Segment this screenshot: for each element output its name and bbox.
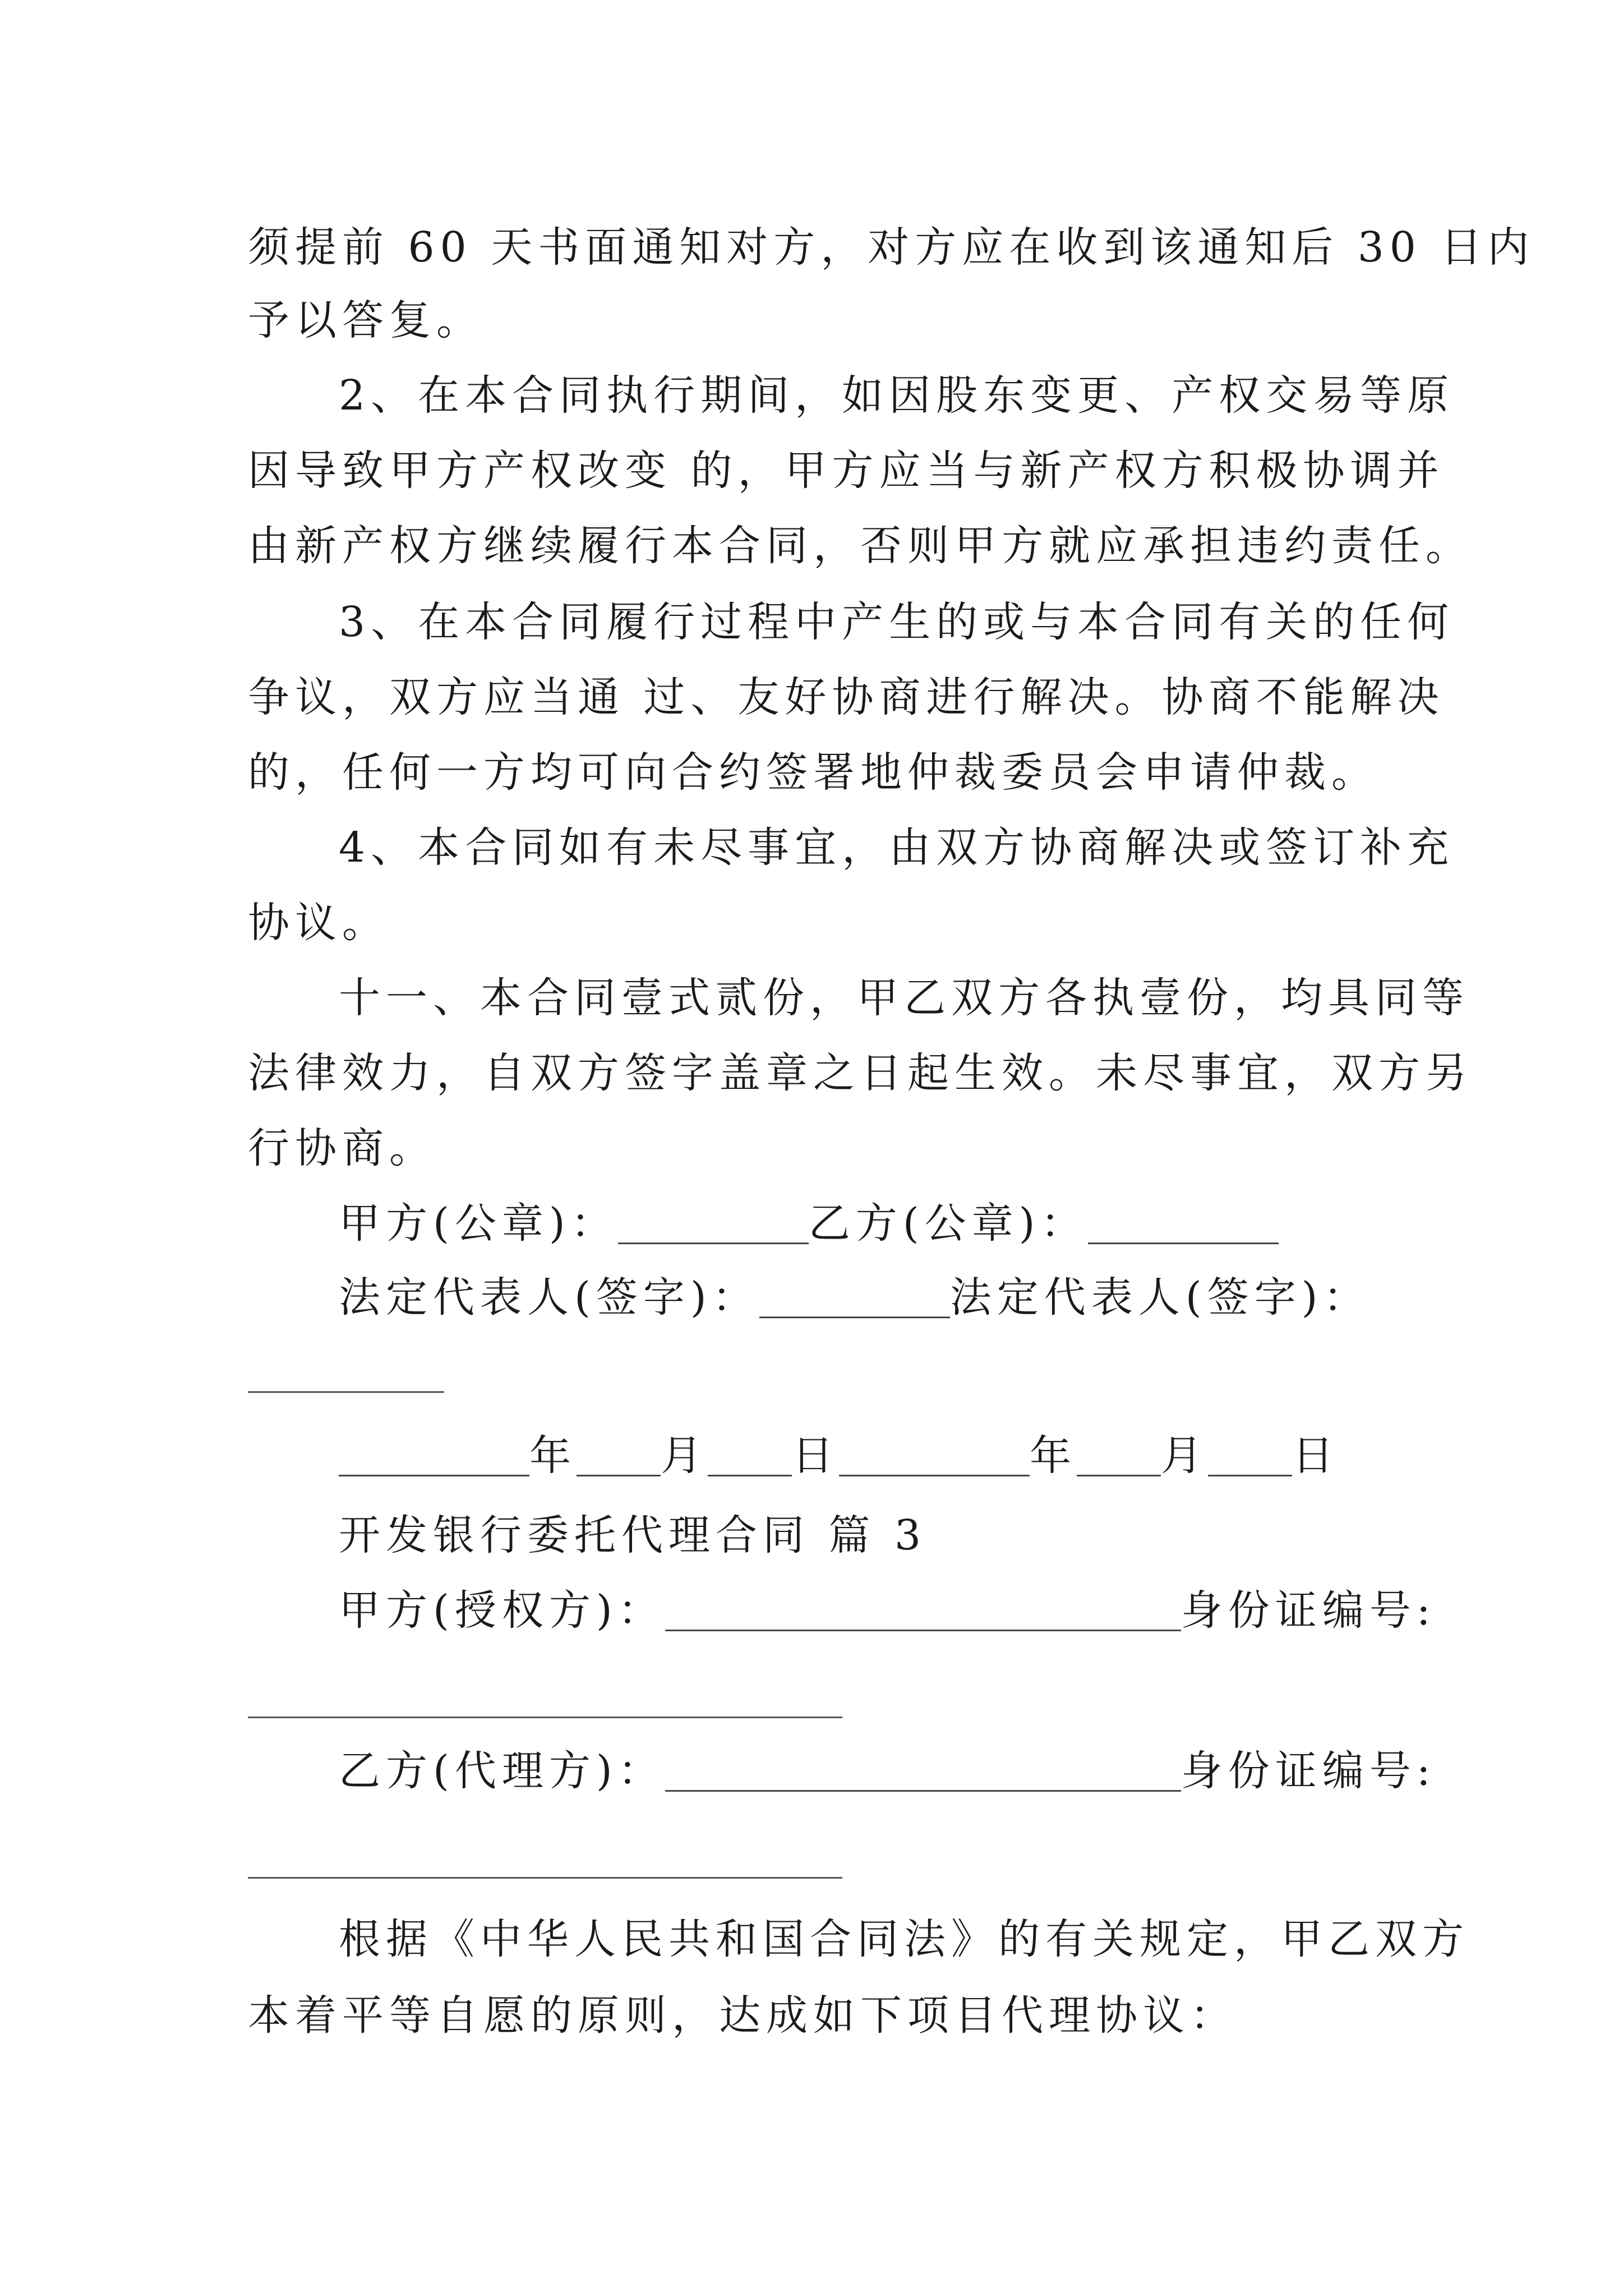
- text-line: 因导致甲方产权改变 的，甲方应当与新产权方积极协调并: [248, 447, 1445, 495]
- party-a-label: 甲方(授权方)：: [339, 1586, 665, 1635]
- id-b-field[interactable]: [248, 1877, 842, 1879]
- month-a-field[interactable]: [577, 1438, 661, 1476]
- text-line: 的，任何一方均可向合约签署地仲裁委员会申请仲裁。: [248, 748, 1378, 797]
- date-row: [339, 1432, 1339, 1480]
- party-b-seal-field[interactable]: [1088, 1205, 1279, 1244]
- party-a-field[interactable]: [665, 1593, 1181, 1631]
- day-label: 日: [792, 1432, 839, 1480]
- day-b-field[interactable]: [1208, 1438, 1292, 1476]
- day-a-field[interactable]: [708, 1438, 792, 1476]
- section-title: 开发银行委托代理合同 篇 3: [339, 1511, 927, 1559]
- rep-a-label: 法定代表人(签字)：: [339, 1273, 759, 1322]
- month-b-field[interactable]: [1077, 1438, 1161, 1476]
- day-label: 日: [1292, 1432, 1339, 1480]
- year-b-field[interactable]: [839, 1438, 1030, 1476]
- text-line: 行协商。: [248, 1124, 436, 1172]
- year-label: 年: [529, 1432, 577, 1480]
- text-line: 协议。: [248, 899, 389, 947]
- year-label: 年: [1030, 1432, 1077, 1480]
- id-a-field[interactable]: [248, 1717, 842, 1718]
- party-b-row: [339, 1747, 1436, 1795]
- text-line: 2、在本合同执行期间，如因股东变更、产权交易等原: [339, 371, 1455, 420]
- rep-a-field[interactable]: [759, 1280, 950, 1318]
- text-line: 根据《中华人民共和国合同法》的有关规定，甲乙双方: [339, 1915, 1469, 1963]
- party-b-seal-label: 乙方(公章)：: [808, 1199, 1088, 1248]
- text-line: 十一、本合同壹式贰份，甲乙双方各执壹份，均具同等: [339, 974, 1469, 1022]
- text-line: 3、在本合同履行过程中产生的或与本合同有关的任何: [339, 598, 1455, 646]
- rep-b-field[interactable]: [248, 1391, 444, 1393]
- party-b-label: 乙方(代理方)：: [339, 1747, 665, 1795]
- text-line: 予以答复。: [248, 296, 483, 344]
- year-a-field[interactable]: [339, 1438, 529, 1476]
- party-a-seal-label: 甲方(公章)：: [339, 1199, 618, 1248]
- seal-row: [339, 1199, 1279, 1248]
- text-line: 本着平等自愿的原则，达成如下项目代理协议：: [248, 1991, 1237, 2040]
- month-label: 月: [1161, 1432, 1208, 1480]
- party-a-row: [339, 1586, 1436, 1635]
- month-label: 月: [661, 1432, 708, 1480]
- id-a-label: 身份证编号:: [1181, 1586, 1436, 1635]
- text-line: 由新产权方继续履行本合同，否则甲方就应承担违约责任。: [248, 522, 1473, 570]
- rep-b-label: 法定代表人(签字)：: [949, 1273, 1371, 1322]
- text-line: 法律效力，自双方签字盖章之日起生效。未尽事宜，双方另: [248, 1049, 1473, 1097]
- party-a-seal-field[interactable]: [618, 1205, 809, 1244]
- representative-row: [339, 1273, 1371, 1322]
- party-b-field[interactable]: [665, 1753, 1181, 1792]
- text-line: 须提前 60 天书面通知对方，对方应在收到该通知后 30 日内: [248, 223, 1535, 272]
- text-line: 4、本合同如有未尽事宜，由双方协商解决或签订补充: [339, 823, 1455, 872]
- text-line: 争议，双方应当通 过、友好协商进行解决。协商不能解决: [248, 673, 1445, 721]
- id-b-label: 身份证编号:: [1181, 1747, 1436, 1795]
